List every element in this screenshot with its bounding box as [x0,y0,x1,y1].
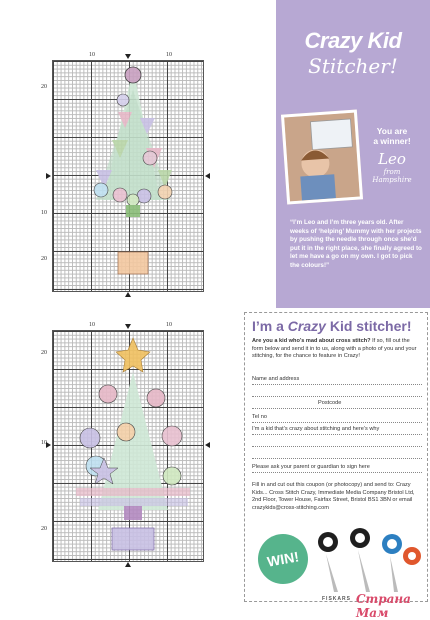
winner-line-1: You are [376,126,408,136]
chart2-left-tick-2: 10 [41,440,47,446]
coupon-intro [252,338,420,361]
chart1-bottom-center-arrow [125,292,131,297]
chart1-top-center-arrow [125,54,131,59]
why-label: I’m a kid that’s crazy about stitching and here’s why [252,426,380,432]
why-line-2[interactable] [252,438,422,447]
coupon-title [252,318,412,334]
panel-title: Crazy Kid [304,28,402,53]
why-line-3[interactable] [252,450,422,459]
winner-town: Hampshire [372,176,412,184]
tel-field[interactable] [252,414,422,423]
winner-quote: “I’m Leo and I’m three years old. After weeks of ‘helping’ Mummy with her projects by pushing the needle through once she’d put it in the right place, she finally agreed to let me have a go on my own. I got to pick the colours!” [290,219,422,269]
scissors-image [308,526,428,596]
signature-label: Please ask your parent or guardian to sign here [252,464,370,470]
signature-field[interactable] [252,464,422,473]
coupon-title-em: Crazy [287,318,326,334]
coupon-title-post: Kid stitcher! [325,318,412,334]
chart1-left-tick-1: 20 [41,84,47,90]
address-line-field[interactable] [252,388,422,397]
brand-label: FISKARS [322,596,351,602]
tel-label: Tel no [252,414,267,420]
chart1-left-tick-3: 20 [41,256,47,262]
chart2-top-tick-1: 10 [89,322,95,328]
chart1-left-center-arrow [46,173,51,179]
winner-name: Leo [378,150,406,168]
cross-stitch-chart-2 [52,330,204,562]
chart1-left-tick-2: 10 [41,210,47,216]
chart2-left-center-arrow [46,442,51,448]
chart2-top-center-arrow [125,324,131,329]
site-watermark: Страна Мам [356,592,411,620]
winner-line-2: a winner! [373,136,411,146]
chart2-top-tick-2: 10 [166,322,172,328]
postcode-label: Postcode [318,400,342,406]
chart1-top-tick-2: 10 [166,52,172,58]
postcode-field[interactable] [252,400,422,409]
chart2-left-tick-1: 20 [41,350,47,356]
winner-photo [281,109,363,204]
coupon-footer: Fill in and cut out this coupon (or photocopy) and send to: Crazy Kids... Cross Stitch Crazy, Immediate Media Company Bristol Ltd, 2nd Floor, Tower House, Fairfax Street, Bristol BS1 3BN or email crazykids@cross-stitching.com [252,482,415,511]
cross-stitch-chart-1 [52,60,204,292]
chart1-top-tick-1: 10 [89,52,95,58]
name-address-label: Name and address [252,376,300,382]
chart2-right-center-arrow [205,442,210,448]
winner-badge [360,126,424,146]
name-address-field[interactable] [252,376,422,385]
coupon-intro-question: Are you a kid who’s mad about cross stitch? [252,338,371,344]
chart2-bottom-center-arrow [125,562,131,567]
win-badge: WIN! [254,530,312,588]
panel-subtitle: Stitcher! [308,54,398,78]
winner-from: from [383,168,401,176]
chart1-right-center-arrow [205,173,210,179]
winner-location [360,168,424,184]
chart2-left-tick-3: 20 [41,526,47,532]
coupon-title-pre: I’m a [252,318,288,334]
why-field[interactable] [252,426,422,435]
coupon-intro-text: If so, fill out the form below and send it in to us, along with a photo of you and your stitching, for the chance to feature in Crazy! [252,338,417,359]
